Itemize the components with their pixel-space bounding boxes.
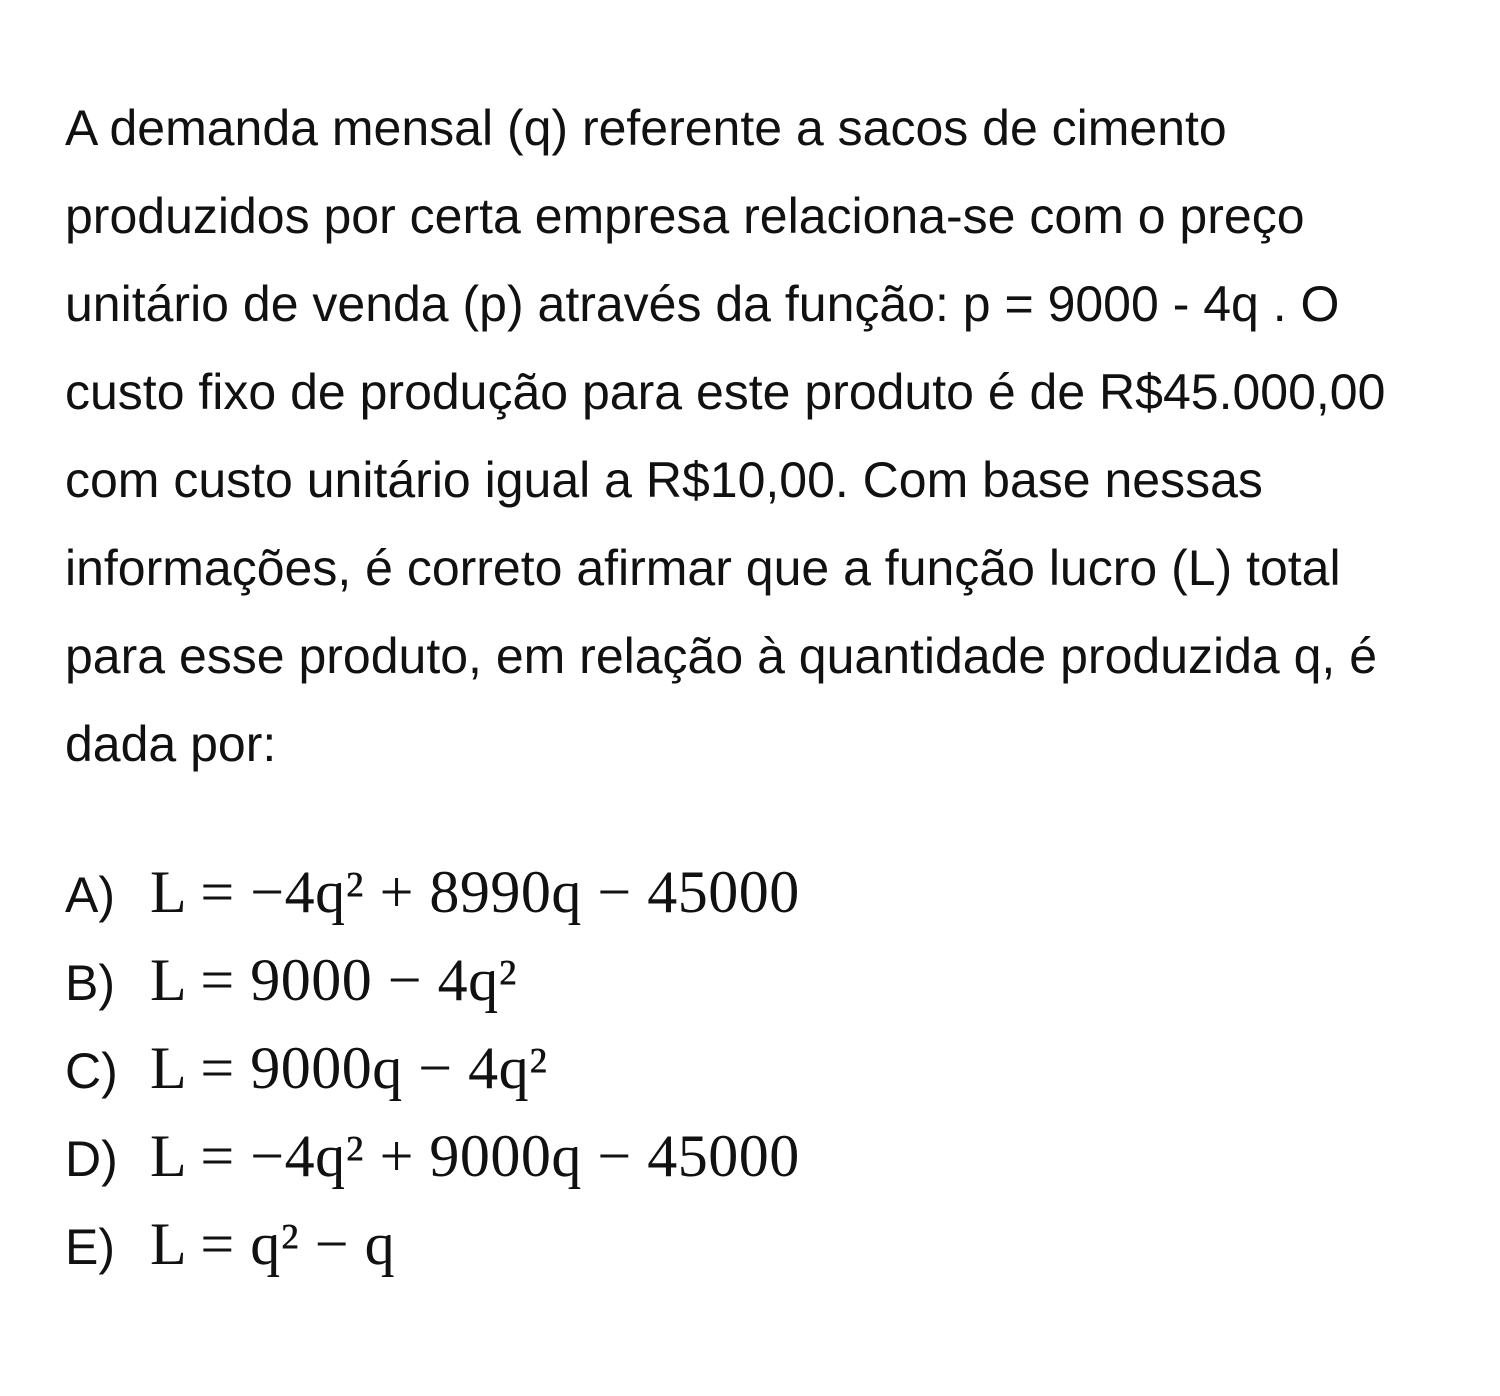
option-d[interactable] xyxy=(65,1122,1445,1210)
option-formula: L = q² − q xyxy=(150,1211,396,1277)
option-letter: B) xyxy=(65,955,115,1011)
option-letter: C) xyxy=(65,1043,118,1099)
option-letter: A) xyxy=(65,867,115,923)
option-e[interactable] xyxy=(65,1210,1445,1298)
question-text: A demanda mensal (q) referente a sacos de cimento produzidos por certa empresa relaciona-se com o preço unitário de venda (p) através da função: p = 9000 - 4q . O custo fixo de produção para este produto é de R$45.000,00 com custo unitário igual a R$10,00. Com base nessas informações, é correto afirmar que a função lucro (L) total para esse produto, em relação à quantidade produzida q, é dada por: xyxy=(65,100,1386,772)
option-b[interactable] xyxy=(65,946,1445,1034)
option-letter: E) xyxy=(65,1219,115,1275)
option-formula: L = −4q² + 9000q − 45000 xyxy=(150,1123,800,1189)
option-letter: D) xyxy=(65,1131,118,1187)
option-formula: L = 9000q − 4q² xyxy=(150,1035,548,1101)
option-formula: L = −4q² + 8990q − 45000 xyxy=(150,859,800,925)
answer-options xyxy=(65,858,1445,1298)
option-c[interactable] xyxy=(65,1034,1445,1122)
option-a[interactable] xyxy=(65,858,1445,946)
option-formula: L = 9000 − 4q² xyxy=(150,947,518,1013)
